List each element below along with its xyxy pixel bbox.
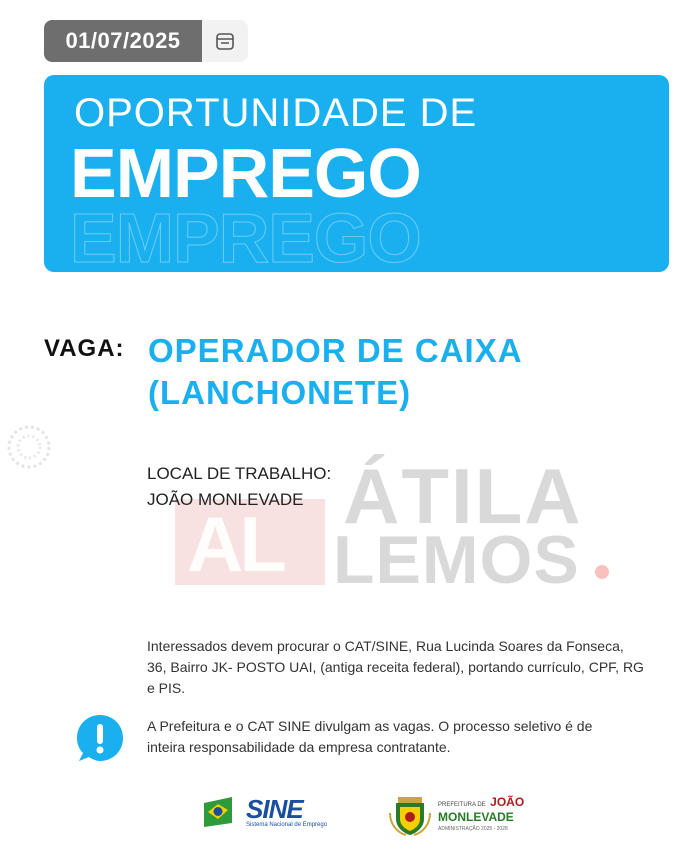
date-badge xyxy=(44,20,248,62)
sine-flag-icon xyxy=(202,795,242,829)
local-label: LOCAL DE TRABALHO: xyxy=(147,464,332,483)
hero-banner xyxy=(44,75,669,272)
watermark-line1: ÁTILA xyxy=(343,452,583,540)
vaga-label: VAGA: xyxy=(44,335,125,362)
date-text: 01/07/2025 xyxy=(44,20,202,62)
hero-title-echo: EMPREGO xyxy=(70,199,421,272)
vaga-title xyxy=(148,330,523,414)
interessados-text: Interessados devem procurar o CAT/SINE, Rua Lucinda Soares da Fonseca, 36, Bairro JK- POSTO UAI, (antiga receita federal), portando currículo, CPF, RG e PIS. xyxy=(147,638,644,696)
vaga-title-line2: (LANCHONETE) xyxy=(148,374,412,411)
calendar-icon xyxy=(202,31,248,51)
watermark-dot xyxy=(595,565,609,579)
prefeitura-small: PREFEITURA DE xyxy=(438,801,486,808)
sine-subtitle: Sistema Nacional de Emprego xyxy=(246,822,328,828)
prefeitura-admin: ADMINISTRAÇÃO 2025 - 2028 xyxy=(438,825,508,832)
hero-title-line2: EMPREGO xyxy=(70,134,421,212)
side-watermark-icon xyxy=(6,424,52,475)
watermark-initials: AL xyxy=(187,500,283,588)
prefeitura-monlevade: MONLEVADE xyxy=(438,809,514,824)
vaga-title-line1: OPERADOR DE CAIXA xyxy=(148,332,523,369)
watermark-line2: LEMOS xyxy=(333,522,580,598)
prefeitura-logo xyxy=(388,793,524,837)
sine-name: SINE xyxy=(246,794,303,824)
prefeitura-joao: JOÃO xyxy=(490,794,525,809)
local-value: JOÃO MONLEVADE xyxy=(147,490,304,509)
local-trabalho xyxy=(147,461,331,513)
hero-title-line1: OPORTUNIDADE DE xyxy=(74,91,478,135)
exclamation-icon xyxy=(74,712,126,769)
sine-logo xyxy=(202,795,327,829)
aviso-text: A Prefeitura e o CAT SINE divulgam as vagas. O processo seletivo é de inteira responsabilidade da empresa contratante. xyxy=(147,718,593,755)
city-crest-icon xyxy=(388,793,432,837)
